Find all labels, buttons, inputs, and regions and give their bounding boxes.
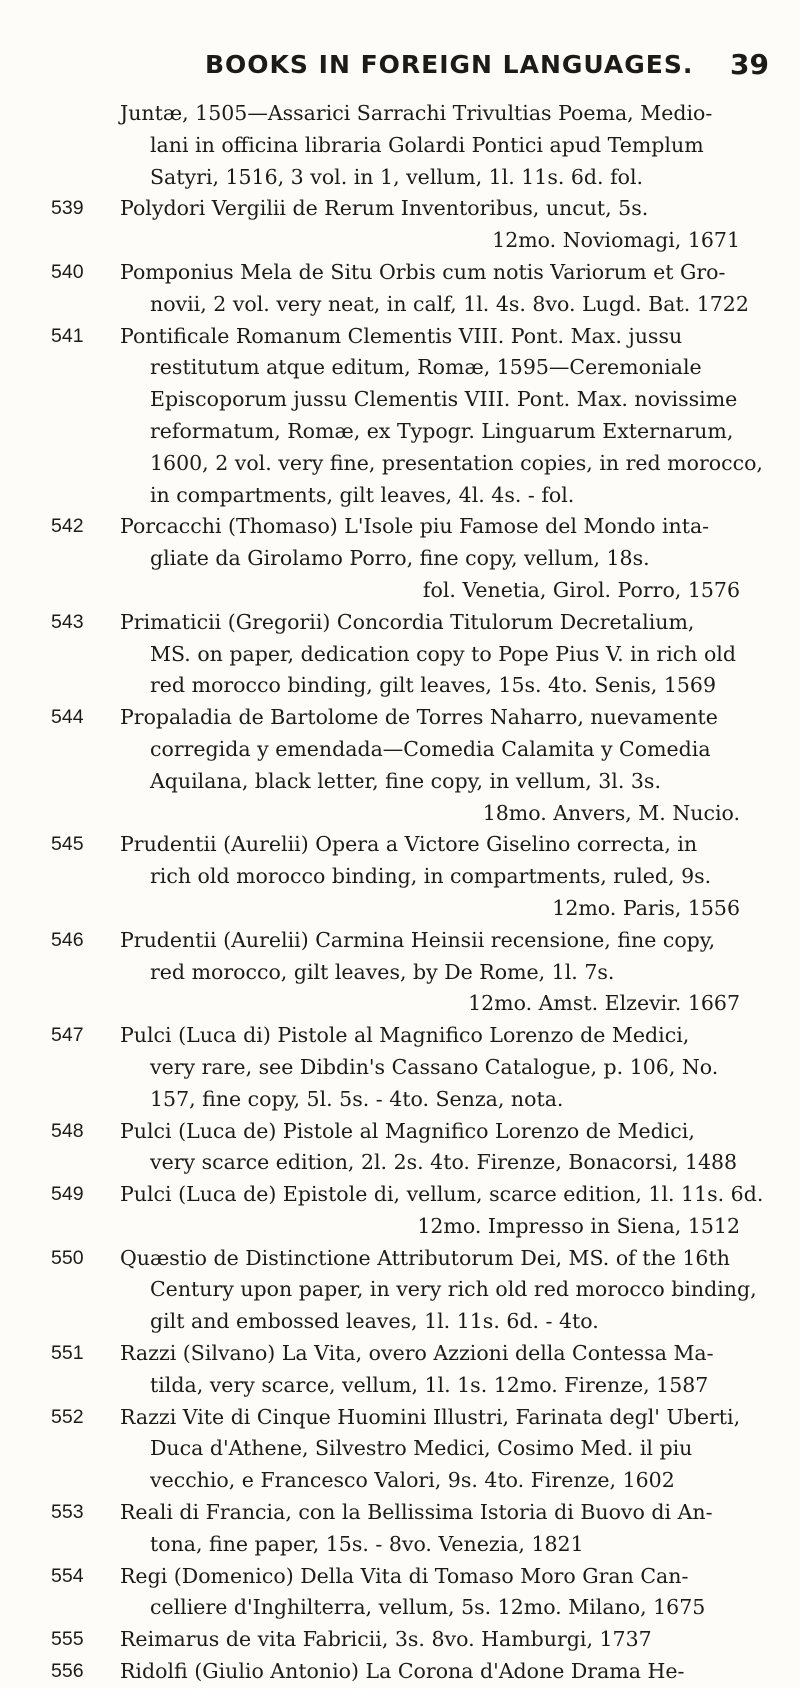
- entry-line: 18mo. Anvers, M. Nucio.: [482, 800, 740, 825]
- entry-line: Satyri, 1516, 3 vol. in 1, vellum, 1l. 11s. 6d. fol.: [150, 164, 644, 189]
- entry-line: Polydori Vergilii de Rerum Inventoribus, uncut, 5s.: [120, 196, 649, 221]
- catalogue-entry: [0, 1179, 800, 1243]
- entry-line: lani in officina libraria Golardi Pontici apud Templum: [150, 132, 704, 157]
- running-head: BOOKS IN FOREIGN LANGUAGES.: [205, 50, 694, 79]
- entry-line: restitutum atque editum, Romæ, 1595—Ceremoniale: [150, 355, 702, 380]
- catalogue-entries: [0, 98, 800, 1688]
- entry-line: Century upon paper, in very rich old red morocco binding,: [150, 1277, 757, 1302]
- entry-line: red morocco, gilt leaves, by De Rome, 1l. 7s.: [150, 959, 615, 984]
- entry-line: Prudentii (Aurelii) Carmina Heinsii recensione, fine copy,: [120, 927, 716, 952]
- entry-line: MS. on paper, dedication copy to Pope Pius V. in rich old: [150, 641, 736, 666]
- catalogue-entry: [0, 193, 800, 257]
- entry-line: Duca d'Athene, Silvestro Medici, Cosimo Med. il piu: [150, 1436, 693, 1461]
- entry-number: 547: [51, 1024, 84, 1047]
- catalogue-entry: [0, 1243, 800, 1338]
- entry-number: 540: [51, 260, 84, 283]
- entry-number: 551: [51, 1342, 84, 1365]
- entry-number: 546: [51, 928, 84, 951]
- catalogue-entry: [0, 925, 800, 1020]
- entry-number: 542: [51, 515, 84, 538]
- entry-line: Episcoporum jussu Clementis VIII. Pont. Max. novissime: [150, 387, 738, 412]
- entry-line: celliere d'Inghilterra, vellum, 5s. 12mo. Milano, 1675: [150, 1595, 706, 1620]
- entry-line: fol. Venetia, Girol. Porro, 1576: [422, 577, 740, 602]
- entry-line: Primaticii (Gregorii) Concordia Titulorum Decretalium,: [120, 609, 695, 634]
- entry-number: 550: [51, 1246, 84, 1269]
- entry-line: Regi (Domenico) Della Vita di Tomaso Moro Gran Can-: [120, 1563, 689, 1588]
- entry-line: very scarce edition, 2l. 2s. 4to. Firenze, Bonacorsi, 1488: [150, 1150, 738, 1175]
- entry-line: Razzi Vite di Cinque Huomini Illustri, Farinata degl' Uberti,: [120, 1404, 741, 1429]
- entry-line: rich old morocco binding, in compartments, ruled, 9s.: [150, 864, 712, 889]
- entry-line: tona, fine paper, 15s. - 8vo. Venezia, 1821: [150, 1531, 584, 1556]
- entry-line: Razzi (Silvano) La Vita, overo Azzioni della Contessa Ma-: [120, 1341, 714, 1366]
- entry-line: Ridolfi (Giulio Antonio) La Corona d'Adone Drama He-: [120, 1659, 685, 1684]
- entry-line: Pomponius Mela de Situ Orbis cum notis Variorum et Gro-: [120, 259, 726, 284]
- catalogue-entry: [0, 1020, 800, 1115]
- entry-line: Juntæ, 1505—Assarici Sarrachi Trivultias Poema, Medio-: [120, 101, 713, 125]
- entry-line: gilt and embossed leaves, 1l. 11s. 6d. - 4to.: [150, 1309, 599, 1334]
- entry-line: red morocco binding, gilt leaves, 15s. 4to. Senis, 1569: [150, 673, 716, 698]
- entry-number: 549: [51, 1183, 84, 1206]
- entry-line: Propaladia de Bartolome de Torres Naharro, nuevamente: [120, 705, 718, 730]
- entry-line: 12mo. Amst. Elzevir. 1667: [468, 991, 740, 1016]
- entry-line: Aquilana, black letter, fine copy, in vellum, 3l. 3s.: [150, 768, 661, 793]
- catalogue-entry: [0, 1116, 800, 1180]
- catalogue-entry: [0, 257, 800, 321]
- entry-number: 541: [51, 324, 84, 347]
- catalogue-entry: [0, 1338, 800, 1402]
- entry-number: 553: [51, 1501, 84, 1524]
- entry-line: tilda, very scarce, vellum, 1l. 1s. 12mo. Firenze, 1587: [150, 1372, 709, 1397]
- catalogue-entry: [0, 702, 800, 829]
- entry-line: novii, 2 vol. very neat, in calf, 1l. 4s. 8vo. Lugd. Bat. 1722: [150, 291, 749, 316]
- entry-line: Reimarus de vita Fabricii, 3s. 8vo. Hamburgi, 1737: [120, 1627, 652, 1652]
- entry-number: 552: [51, 1405, 84, 1428]
- entry-line: Prudentii (Aurelii) Opera a Victore Giselino correcta, in: [120, 832, 698, 857]
- entry-line: Pulci (Luca di) Pistole al Magnifico Lorenzo de Medici,: [120, 1023, 690, 1048]
- entry-line: corregida y emendada—Comedia Calamita y Comedia: [150, 736, 711, 761]
- catalogue-entry: [0, 607, 800, 702]
- entry-line: Quæstio de Distinctione Attributorum Dei, MS. of the 16th: [120, 1245, 730, 1270]
- page-number: 39: [730, 48, 769, 81]
- catalogue-entry: [0, 829, 800, 924]
- entry-line: Porcacchi (Thomaso) L'Isole piu Famose del Mondo inta-: [120, 514, 710, 539]
- entry-number: 556: [51, 1660, 84, 1683]
- catalogue-entry: [0, 1624, 800, 1656]
- entry-line: gliate da Girolamo Porro, fine copy, vellum, 18s.: [150, 546, 650, 571]
- entry-number: 554: [51, 1564, 84, 1587]
- entry-line: 12mo. Paris, 1556: [552, 895, 740, 920]
- entry-number: 555: [51, 1628, 84, 1651]
- entry-line: 1600, 2 vol. very fine, presentation copies, in red morocco,: [150, 450, 763, 475]
- entry-line: vecchio, e Francesco Valori, 9s. 4to. Firenze, 1602: [150, 1468, 675, 1493]
- entry-line: in compartments, gilt leaves, 4l. 4s. - fol.: [150, 482, 575, 507]
- entry-number: 539: [51, 197, 84, 220]
- entry-number: 548: [51, 1119, 84, 1142]
- entry-line: very rare, see Dibdin's Cassano Catalogue, p. 106, No.: [150, 1054, 719, 1079]
- catalogue-entry: [0, 98, 800, 193]
- page-header: [0, 48, 800, 88]
- entry-number: 544: [51, 706, 84, 729]
- entry-number: 543: [51, 610, 84, 633]
- entry-line: 12mo. Impresso in Siena, 1512: [417, 1213, 740, 1238]
- catalogue-entry: [0, 1561, 800, 1625]
- catalogue-entry: [0, 1656, 800, 1688]
- catalogue-entry: [0, 321, 800, 512]
- entry-line: Pulci (Luca de) Epistole di, vellum, scarce edition, 1l. 11s. 6d.: [120, 1182, 764, 1207]
- entry-number: 545: [51, 833, 84, 856]
- entry-line: Pulci (Luca de) Pistole al Magnifico Lorenzo de Medici,: [120, 1118, 695, 1143]
- entry-line: reformatum, Romæ, ex Typogr. Linguarum Externarum,: [150, 418, 734, 443]
- catalogue-entry: [0, 1497, 800, 1561]
- catalogue-entry: [0, 511, 800, 606]
- entry-line: Reali di Francia, con la Bellissima Istoria di Buovo di An-: [120, 1500, 713, 1525]
- entry-line: 12mo. Noviomagi, 1671: [492, 228, 740, 253]
- entry-line: Pontificale Romanum Clementis VIII. Pont. Max. jussu: [120, 323, 683, 348]
- entry-line: 157, fine copy, 5l. 5s. - 4to. Senza, nota.: [150, 1086, 564, 1111]
